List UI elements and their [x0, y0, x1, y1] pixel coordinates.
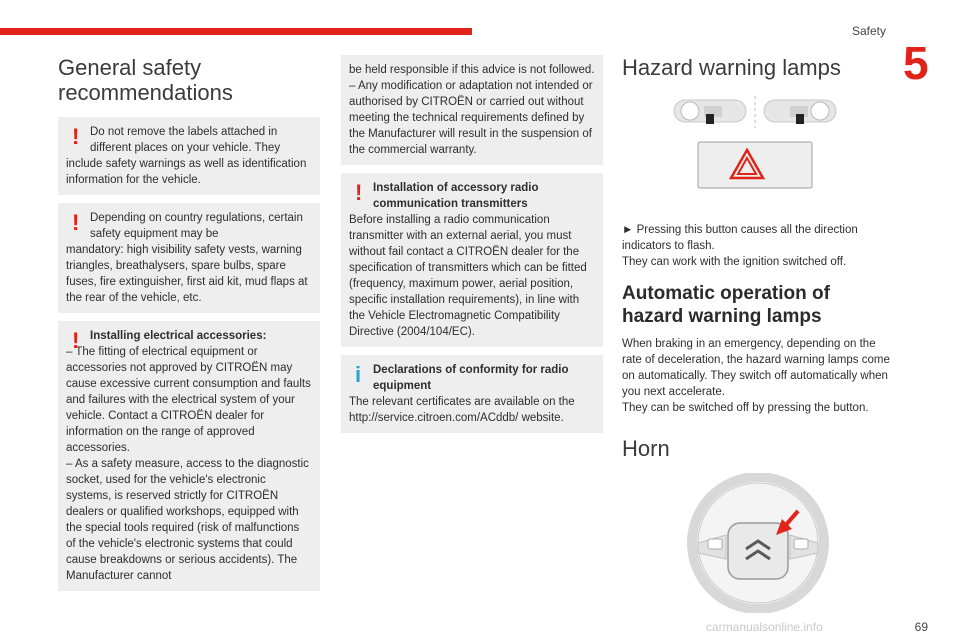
warning-box-electrical — [58, 321, 320, 591]
heading-hazard-warning-lamps: Hazard warning lamps — [622, 55, 841, 80]
continued-text: be held responsible if this advice is not followed. – Any modification or adaptation not intended or authorised by CITROËN or carried out without meeting the technical requirements defined by the Manufacturer will result in the suspension of the commercial warranty. — [349, 64, 595, 156]
column-hazard-horn — [622, 55, 894, 613]
header-accent-bar — [0, 28, 472, 35]
warning-box-labels — [58, 117, 320, 195]
warning-lead: Installing electrical accessories: — [90, 330, 267, 342]
warning-lead: Installation of accessory radio communication transmitters — [373, 182, 539, 210]
dashboard-illustration — [622, 92, 894, 222]
left-dashboard-icon — [674, 100, 746, 124]
right-dashboard-icon — [764, 100, 836, 124]
right-wheel-controls — [794, 539, 808, 549]
warning-box-continued — [341, 55, 603, 165]
left-wheel-controls — [708, 539, 722, 549]
exclamation-warning-icon: ! — [355, 180, 363, 205]
warning-box-radio — [341, 173, 603, 347]
exclamation-warning-icon: ! — [72, 328, 80, 353]
page-number: 69 — [914, 620, 928, 634]
warning-body: – The fitting of electrical equipment or accessories not approved by CITROËN may cause excessive current consumption and faults and failures with the electrical system of your vehicle. Contact a CITROËN dealer for information on the range of approved accessories. – As a safety measure, access to the diagnostic socket, used for the vehicle's electronic systems, is reserved strictly for CITROËN dealers or qualified workshops, equipped with the special tools required (risk of malfunctions of the vehicle's electronic systems that could cause breakdowns or serious accidents). The Manufacturer cannot — [66, 346, 311, 582]
exclamation-warning-icon: ! — [72, 210, 80, 235]
steering-wheel-illustration — [622, 473, 894, 613]
info-box-conformity — [341, 355, 603, 433]
column-continued — [341, 55, 603, 441]
automatic-paragraph: When braking in an emergency, depending on the rate of deceleration, the hazard warning lamps come on automatically. They switch off automatically when you next accelerate. They can be switched off by pressing the button. — [622, 338, 890, 414]
exclamation-warning-icon: ! — [72, 124, 80, 149]
warning-body: Before installing a radio communication transmitter with an external aerial, you must without fail contact a CITROËN dealer for the specification of transmitters which can be fitted (frequency, maximum power, aerial position, specific installation requirements), in line with the Vehicle Electromagnetic Compatibility Directive (2004/104/EC). — [349, 214, 587, 338]
section-label: Safety — [851, 24, 886, 38]
chapter-number: 5 — [903, 37, 929, 89]
info-lead: Declarations of conformity for radio equipment — [373, 364, 569, 392]
hazard-paragraph: ► Pressing this button causes all the direction indicators to flash. They can work with the ignition switched off. — [622, 224, 858, 268]
info-body: The relevant certificates are available on the http://service.citroen.com/ACddb/ website. — [349, 396, 575, 424]
column-general-safety — [58, 55, 320, 599]
heading-automatic-operation: Automatic operation of hazard warning lamps — [622, 283, 830, 327]
warning-lead: Depending on country regulations, certain safety equipment may be — [90, 212, 303, 240]
hazard-button — [698, 142, 812, 188]
warning-box-equipment — [58, 203, 320, 313]
warning-body: include safety warnings as well as identification information for the vehicle. — [66, 158, 307, 186]
warning-body: mandatory: high visibility safety vests, warning triangles, breathalysers, spare bulbs, spare fuses, fire extinguisher, first aid kit, mud flaps at the rear of the vehicle, etc. — [66, 244, 308, 304]
warning-lead: Do not remove the labels attached in different places on your vehicle. They — [90, 126, 281, 154]
heading-general-safety: General safety recommendations — [58, 55, 233, 105]
info-icon: i — [355, 362, 362, 387]
watermark: carmanualsonline.info — [706, 620, 823, 634]
heading-horn: Horn — [622, 436, 670, 461]
